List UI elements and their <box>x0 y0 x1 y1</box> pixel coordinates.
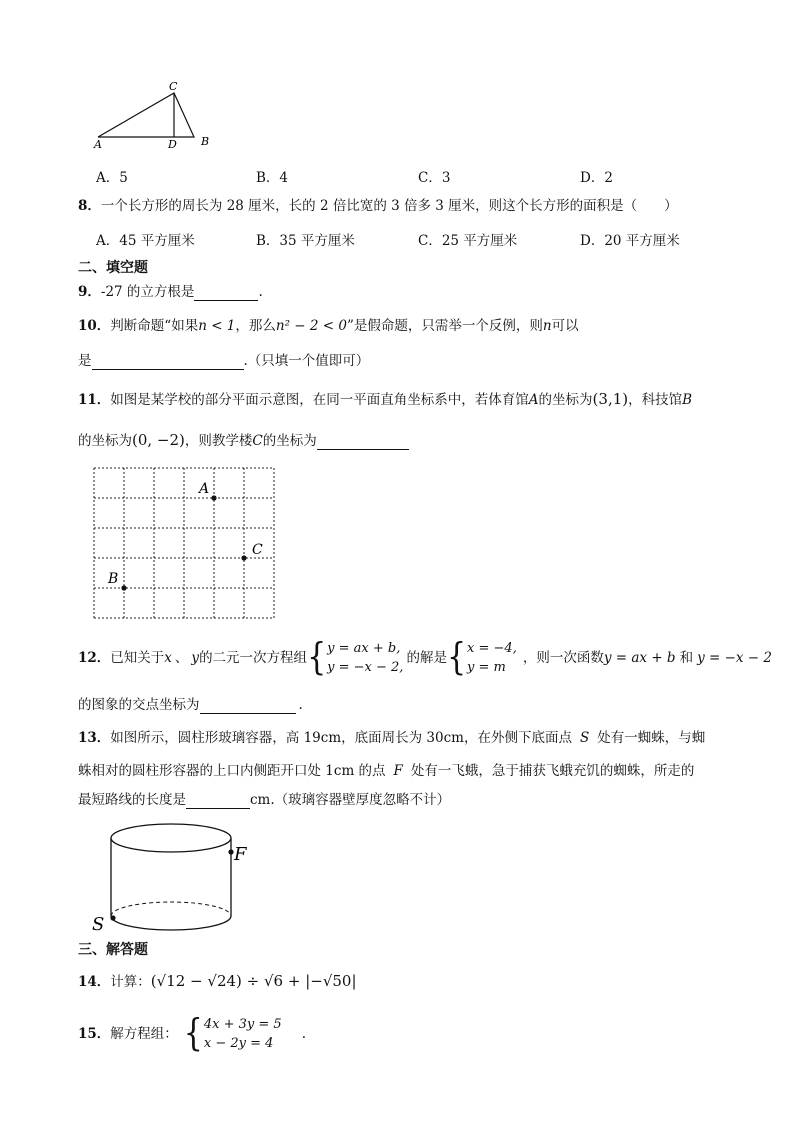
q12-text-a: 已知关于 <box>110 650 165 666</box>
q14-expression: (√12 − √24) ÷ √6 + |−√50| <box>150 972 357 990</box>
q8-option-d: D．20 平方厘米 <box>580 233 680 249</box>
q10-text-a: 判断命题“如果 <box>110 318 199 334</box>
q11-coord-B: (0, −2) <box>132 431 185 449</box>
question-14 <box>78 972 357 991</box>
q9-text: -27 的立方根是 <box>100 284 195 300</box>
cylinder-top <box>111 824 231 852</box>
q7-option-d: D．2 <box>580 170 613 186</box>
figure-label-S: S <box>92 914 105 933</box>
cylinder-bottom-back <box>111 902 231 916</box>
question-10-line1 <box>78 317 579 335</box>
question-10-line2 <box>78 352 369 370</box>
triangle-figure <box>90 78 220 150</box>
q12-function-1: y = ax + b <box>603 650 676 666</box>
q10-variable: n <box>542 318 552 334</box>
q12-text-c: 的解是 <box>406 650 447 666</box>
q12-function-2: y = −x − 2 <box>697 650 772 666</box>
question-13-line2 <box>78 762 694 780</box>
q10-answer-blank[interactable] <box>92 355 244 370</box>
q8-option-a: A．45 平方厘米 <box>96 233 195 249</box>
q10-text-c: ”是假命题，只需举一个反例，则 <box>346 318 543 334</box>
question-8 <box>78 197 678 215</box>
q10-number: 10． <box>78 318 111 334</box>
q13-line3-b: cm.（玻璃容器壁厚度忽略不计） <box>250 792 451 808</box>
q13-number: 13． <box>78 730 111 746</box>
q11-number: 11． <box>78 392 111 408</box>
q9-number: 9． <box>78 284 101 300</box>
q15-eq2: x − 2y = 4 <box>203 1036 274 1051</box>
question-13-line3 <box>78 791 450 809</box>
question-11-line1 <box>78 390 692 409</box>
q10-text-d: 可以 <box>551 318 579 334</box>
question-15 <box>78 1012 306 1056</box>
q12-system-1-eq1: y = ax + b, <box>327 641 401 656</box>
q14-number: 14． <box>78 974 111 990</box>
question-9 <box>78 283 263 301</box>
q12-system-1-eq2: y = −x − 2, <box>327 660 404 675</box>
label-C: C <box>169 80 178 93</box>
q12-brace-2: { <box>446 635 467 680</box>
q11-coord-A: (3,1) <box>592 390 629 408</box>
q13-point-S: S <box>579 730 590 746</box>
q13-text-a: 如图所示，圆柱形玻璃容器，高 19cm，底面周长为 30cm，在外侧下底面点 <box>110 730 572 746</box>
question-13-line1 <box>78 729 705 747</box>
q7-option-a: A．5 <box>96 170 128 186</box>
cylinder-bottom-front <box>111 916 231 930</box>
triangle-outline <box>98 93 194 137</box>
q15-label: 解方程组： <box>110 1026 178 1042</box>
q12-var-y: y <box>191 650 200 666</box>
point-S <box>110 915 115 920</box>
q12-system-1 <box>327 639 403 677</box>
q8-option-c: C．25 平方厘米 <box>418 233 518 249</box>
q8-text: 一个长方形的周长为 28 厘米，长的 2 倍比宽的 3 倍多 3 厘米，则这个长方形的面积是（ ） <box>100 198 678 214</box>
q11-line2-b: ，则教学楼 <box>184 433 253 449</box>
q11-answer-blank[interactable] <box>317 435 409 450</box>
q15-brace: { <box>183 1011 203 1056</box>
q12-line2-a: 的图象的交点坐标为 <box>78 697 200 713</box>
q15-number: 15． <box>78 1026 111 1042</box>
q8-number: 8． <box>78 198 101 214</box>
q12-system-2-eq1: x = −4, <box>467 641 517 656</box>
q12-var-x: x <box>164 650 172 666</box>
q11-text-a: 如图是某学校的部分平面示意图，在同一平面直角坐标系中，若体育馆 <box>110 392 529 408</box>
q15-end: . <box>301 1026 306 1042</box>
question-12-line2 <box>78 696 303 714</box>
q12-text-b: 的二元一次方程组 <box>199 650 308 666</box>
q12-answer-blank[interactable] <box>200 699 296 714</box>
grid-label-B: B <box>108 571 119 587</box>
q12-text-e: 和 <box>679 650 694 666</box>
q11-text-c: ，科技馆 <box>628 392 683 408</box>
q13-line2-a: 蛛相对的圆柱形容器的上口内侧距开口处 1cm 的点 <box>78 763 386 779</box>
q11-line2-c: 的坐标为 <box>262 433 317 449</box>
q15-eq1: 4x + 3y = 5 <box>203 1017 282 1032</box>
q11-line2-a: 的坐标为 <box>78 433 132 449</box>
campus-grid-figure <box>92 466 280 622</box>
q12-sep: 、 <box>174 650 189 666</box>
q11-point-B: B <box>682 392 693 408</box>
label-A: A <box>94 138 102 150</box>
q12-number: 12． <box>78 650 111 666</box>
q12-brace-1: { <box>307 635 327 680</box>
q12-system-2-eq2: y = m <box>467 660 506 675</box>
q12-line2-b: . <box>298 697 303 713</box>
q10-line2-b: .（只填一个值即可） <box>243 353 370 369</box>
q15-system <box>204 1015 282 1053</box>
q7-option-c: C．3 <box>418 170 451 186</box>
q13-answer-blank[interactable] <box>186 794 250 809</box>
q8-option-b: B．35 平方厘米 <box>256 233 355 249</box>
q14-label: 计算： <box>110 974 151 990</box>
q9-period: . <box>258 284 263 300</box>
q13-line2-b: 处有一飞蛾，急于捕获飞蛾充饥的蜘蛛，所走的 <box>410 763 695 779</box>
q11-point-A: A <box>528 392 539 408</box>
grid-point-A <box>211 495 216 500</box>
q11-point-C: C <box>252 433 263 449</box>
q12-text-d: ，则一次函数 <box>522 650 604 666</box>
q10-text-b: ，那么 <box>235 318 276 334</box>
q13-point-F: F <box>393 763 403 779</box>
q10-condition: n < 1 <box>198 318 236 334</box>
point-F <box>228 849 233 854</box>
section-fill-blank-title: 二、填空题 <box>78 260 148 276</box>
grid-label-A: A <box>199 481 210 497</box>
q10-expression: n² − 2 < 0 <box>275 318 347 334</box>
q13-text-b: 处有一蜘蛛，与蜘 <box>597 730 706 746</box>
grid-point-C <box>241 555 246 560</box>
q13-line3-a: 最短路线的长度是 <box>78 792 186 808</box>
q11-text-b: 的坐标为 <box>538 392 593 408</box>
figure-label-F: F <box>234 844 247 865</box>
grid-point-B <box>121 585 126 590</box>
section-solve-title: 三、解答题 <box>78 942 148 958</box>
label-B: B <box>201 135 210 148</box>
q7-option-b: B．4 <box>256 170 289 186</box>
q12-system-2 <box>467 639 517 677</box>
q9-answer-blank[interactable] <box>194 286 258 301</box>
grid-label-C: C <box>252 542 263 558</box>
cylinder-figure <box>88 818 258 933</box>
question-11-line2 <box>78 431 409 450</box>
label-D: D <box>168 138 177 150</box>
question-12-line1 <box>78 636 772 680</box>
q10-line2-a: 是 <box>78 353 92 369</box>
